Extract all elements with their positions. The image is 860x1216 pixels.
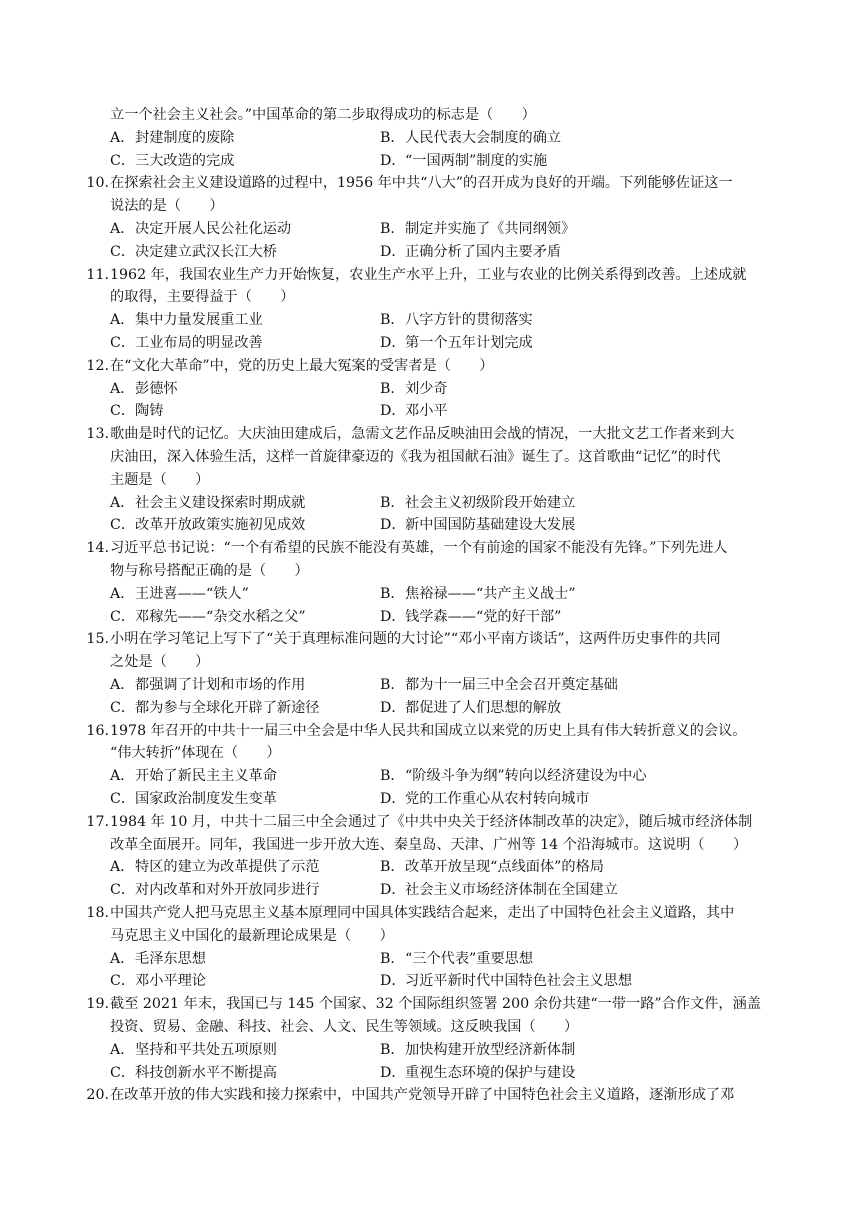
answer-option (380, 788, 589, 810)
option-letter: D． (380, 791, 406, 807)
answer-option (110, 879, 319, 901)
answer-option (110, 765, 277, 787)
option-letter: A． (110, 494, 135, 511)
option-text: 都为十一届三中全会召开奠定基础 (405, 677, 618, 693)
option-letter: A． (110, 221, 135, 237)
option-text: 对内改革和对外开放同步进行 (135, 882, 320, 899)
option-text: “阶级斗争为纲”转向以经济建设为中心 (405, 768, 647, 785)
question-stem (0, 1084, 860, 1106)
question-continuation (0, 925, 860, 947)
question-text: 主题是（ ） (110, 471, 210, 488)
question-number: 19. (86, 996, 109, 1013)
option-text: 科技创新水平不断提高 (135, 1064, 277, 1081)
question-stem (0, 423, 860, 445)
question-number: 17. (86, 813, 109, 830)
answer-option (380, 970, 632, 992)
answer-option (380, 606, 561, 628)
option-letter: A． (110, 585, 135, 602)
question-stem (0, 811, 860, 833)
option-letter: C． (110, 791, 136, 807)
option-letter: C． (110, 517, 136, 534)
option-text: 社会主义初级阶段开始建立 (405, 494, 576, 511)
answer-option (380, 697, 561, 719)
option-text: 第一个五年计划完成 (405, 335, 533, 351)
option-text: 刘少奇 (405, 380, 448, 397)
answer-option (380, 218, 575, 240)
option-letter: C． (110, 152, 136, 169)
option-row (0, 788, 860, 810)
answer-option (110, 400, 163, 422)
question-text: 在改革开放的伟大实践和接力探索中，中国共产党领导开辟了中国特色社会主义道路，逐渐形成了邓 (110, 1087, 735, 1104)
option-text: 陶铸 (135, 403, 164, 420)
option-text: 都强调了计划和市场的作用 (135, 677, 306, 693)
question-continuation (0, 560, 860, 582)
option-row (0, 765, 860, 787)
answer-option (380, 378, 448, 400)
option-letter: C． (110, 882, 136, 899)
question-number: 14. (86, 540, 109, 557)
answer-option (110, 606, 306, 628)
question-continuation (0, 195, 860, 217)
option-text: 都促进了人们思想的解放 (405, 699, 562, 716)
option-text: 正确分析了国内主要矛盾 (405, 243, 562, 260)
question-stem (0, 628, 860, 650)
question-number: 15. (86, 631, 109, 648)
question-text: 截至 2021 年末，我国已与 145 个国家、32 个国际组织签署 200 余份共建“一带一路”合作文件，涵盖 (110, 996, 761, 1013)
option-row (0, 674, 860, 696)
option-row (0, 1062, 860, 1084)
question-number: 18. (86, 905, 109, 921)
answer-option (110, 378, 178, 400)
option-letter: D． (380, 403, 406, 420)
option-letter: B． (380, 768, 405, 785)
question-stem (0, 172, 860, 194)
option-letter: B． (380, 950, 405, 967)
option-row (0, 332, 860, 354)
option-text: 重视生态环境的保护与建设 (405, 1064, 576, 1081)
option-letter: A． (110, 380, 135, 397)
option-text: 集中力量发展重工业 (135, 312, 263, 329)
option-text: 工业布局的明显改善 (135, 335, 263, 351)
answer-option (380, 583, 576, 605)
option-row (0, 1039, 860, 1061)
option-text: 加快构建开放型经济新体制 (405, 1041, 576, 1058)
question-number: 12. (86, 357, 109, 374)
option-text: 新中国国防基础建设大发展 (405, 517, 576, 534)
option-row (0, 856, 860, 878)
option-text: 都为参与全球化开辟了新途径 (135, 699, 320, 716)
option-row (0, 309, 860, 331)
option-letter: C． (110, 608, 136, 625)
answer-option (110, 492, 305, 514)
answer-option (380, 1062, 575, 1084)
option-row (0, 583, 860, 605)
answer-option (110, 674, 305, 696)
answer-option (110, 788, 277, 810)
question-text: 之处是（ ） (110, 654, 210, 671)
option-letter: B． (380, 677, 405, 693)
question-text: 庆油田，深入体验生活，这样一首旋律豪迈的《我为祖国献石油》诞生了。这首歌曲“记忆”的时代 (110, 449, 721, 465)
answer-option (110, 150, 234, 172)
question-text: 小明在学习笔记上写下了“关于真理标准问题的大讨论”“邓小平南方谈话”，这两件历史事件的共同 (110, 631, 721, 648)
question-stem (0, 264, 860, 286)
option-letter: A． (110, 1041, 135, 1058)
option-row (0, 970, 860, 992)
option-letter: C． (110, 973, 136, 990)
option-text: 邓小平理论 (135, 973, 206, 990)
answer-option (110, 1062, 277, 1084)
question-number: 11. (86, 266, 109, 283)
option-letter: A． (110, 129, 135, 146)
question-text: 在探索社会主义建设道路的过程中，1956 年中共“八大”的召开成为良好的开端。下列能够佐证这一 (110, 175, 733, 192)
option-letter: D． (380, 152, 406, 169)
question-stem (0, 993, 860, 1015)
option-letter: B． (380, 221, 405, 237)
answer-option (110, 241, 277, 263)
question-text: 的取得，主要得益于（ ） (110, 289, 295, 306)
option-letter: D． (380, 243, 406, 260)
option-text: 焦裕禄——“共产主义战士” (405, 585, 576, 602)
option-text: “一国两制”制度的实施 (405, 152, 548, 169)
option-text: “三个代表”重要思想 (405, 950, 534, 967)
question-continuation (0, 286, 860, 308)
question-number: 20. (86, 1087, 109, 1104)
question-number: 13. (86, 426, 109, 443)
question-text: 立一个社会主义社会。”中国革命的第二步取得成功的标志是（ ） (110, 107, 536, 123)
question-text: “伟大转折”体现在（ ） (110, 745, 281, 762)
option-letter: D． (380, 973, 406, 990)
option-letter: D． (380, 699, 406, 716)
option-row (0, 400, 860, 422)
option-text: 邓小平 (405, 403, 448, 420)
answer-option (110, 856, 319, 878)
option-text: 开始了新民主主义革命 (135, 768, 277, 785)
option-row (0, 218, 860, 240)
answer-option (110, 514, 305, 536)
option-letter: A． (110, 950, 135, 967)
answer-option (380, 948, 533, 970)
option-letter: B． (380, 859, 405, 876)
option-row (0, 948, 860, 970)
answer-option (110, 332, 263, 354)
question-text: 说法的是（ ） (110, 198, 224, 215)
answer-option (110, 948, 206, 970)
answer-option (110, 1039, 277, 1061)
question-stem (0, 355, 860, 377)
option-letter: A． (110, 677, 135, 693)
option-row (0, 127, 860, 149)
question-continuation (0, 104, 860, 126)
option-text: 坚持和平共处五项原则 (135, 1041, 277, 1058)
option-letter: B． (380, 380, 405, 397)
option-text: 人民代表大会制度的确立 (405, 129, 562, 146)
option-letter: A． (110, 859, 135, 876)
answer-option (380, 309, 533, 331)
question-continuation (0, 651, 860, 673)
answer-option (380, 879, 618, 901)
question-continuation (0, 742, 860, 764)
option-text: 封建制度的废除 (135, 129, 235, 146)
question-continuation (0, 834, 860, 856)
option-row (0, 879, 860, 901)
question-continuation (0, 469, 860, 491)
question-text: 中国共产党人把马克思主义基本原理同中国具体实践结合起来，走出了中国特色社会主义道路，其中 (110, 905, 735, 921)
question-text: 物与称号搭配正确的是（ ） (110, 563, 309, 579)
answer-option (110, 218, 291, 240)
option-letter: C． (110, 335, 136, 351)
question-number: 16. (86, 722, 109, 739)
option-letter: B． (380, 494, 405, 511)
option-text: 社会主义建设探索时期成就 (135, 494, 306, 511)
question-continuation (0, 446, 860, 468)
option-text: 社会主义市场经济体制在全国建立 (405, 882, 618, 899)
question-continuation (0, 1016, 860, 1038)
option-row (0, 492, 860, 514)
option-letter: C． (110, 243, 136, 260)
option-text: 特区的建立为改革提供了示范 (135, 859, 320, 876)
option-letter: B． (380, 1041, 405, 1058)
option-letter: B． (380, 585, 405, 602)
option-text: 毛泽东思想 (135, 950, 206, 967)
option-letter: A． (110, 312, 135, 329)
question-text: 在“文化大革命”中，党的历史上最大冤案的受害者是（ ） (110, 357, 494, 374)
answer-option (110, 127, 234, 149)
option-letter: D． (380, 608, 406, 625)
answer-option (380, 241, 561, 263)
option-letter: D． (380, 517, 406, 534)
option-text: 八字方针的贯彻落实 (405, 312, 533, 329)
option-row (0, 606, 860, 628)
option-row (0, 697, 860, 719)
question-text: 1984 年 10 月，中共十二届三中全会通过了《中共中央关于经济体制改革的决定》，随后城市经济体制 (110, 813, 753, 830)
option-text: 决定开展人民公社化运动 (135, 221, 292, 237)
option-letter: B． (380, 129, 405, 146)
option-letter: D． (380, 1064, 406, 1081)
option-text: 彭德怀 (135, 380, 178, 397)
option-text: 决定建立武汉长江大桥 (135, 243, 277, 260)
answer-option (380, 856, 604, 878)
question-stem (0, 902, 860, 924)
question-stem (0, 537, 860, 559)
answer-option (110, 697, 319, 719)
answer-option (380, 400, 448, 422)
answer-option (380, 127, 561, 149)
answer-option (380, 150, 547, 172)
answer-option (380, 514, 575, 536)
question-number: 10. (86, 175, 109, 192)
answer-option (110, 583, 249, 605)
question-text: 歌曲是时代的记忆。大庆油田建成后，急需文艺作品反映油田会战的情况，一大批文艺工作者来到大 (110, 426, 735, 443)
answer-option (110, 970, 206, 992)
answer-option (380, 1039, 575, 1061)
question-text: 改革全面展开。同年，我国进一步开放大连、秦皇岛、天津、广州等 14 个沿海城市。这说明（ ） (110, 836, 748, 853)
option-row (0, 378, 860, 400)
option-row (0, 150, 860, 172)
option-text: 改革开放呈现“点线面体”的格局 (405, 859, 604, 876)
option-letter: D． (380, 335, 406, 351)
option-text: 改革开放政策实施初见成效 (135, 517, 306, 534)
question-text: 马克思主义中国化的最新理论成果是（ ） (110, 927, 394, 944)
question-text: 投资、贸易、金融、科技、社会、人文、民生等领域。这反映我国（ ） (110, 1019, 579, 1035)
option-letter: A． (110, 768, 135, 785)
option-text: 制定并实施了《共同纲领》 (405, 221, 576, 237)
answer-option (110, 309, 263, 331)
answer-option (380, 674, 618, 696)
option-letter: B． (380, 312, 405, 329)
option-letter: C． (110, 403, 136, 420)
option-text: 三大改造的完成 (135, 152, 235, 169)
question-text: 1962 年，我国农业生产力开始恢复，农业生产水平上升，工业与农业的比例关系得到改善。上述成就 (110, 266, 747, 283)
answer-option (380, 332, 533, 354)
option-letter: C． (110, 1064, 136, 1081)
option-text: 习近平新时代中国特色社会主义思想 (405, 973, 633, 990)
option-row (0, 514, 860, 536)
option-letter: D． (380, 882, 406, 899)
option-text: 钱学森——“党的好干部” (405, 608, 562, 625)
option-row (0, 241, 860, 263)
answer-option (380, 492, 575, 514)
answer-option (380, 765, 647, 787)
option-text: 邓稼先——“杂交水稻之父” (135, 608, 306, 625)
question-text: 1978 年召开的中共十一届三中全会是中华人民共和国成立以来党的历史上具有伟大转折意义的会议。 (110, 722, 747, 739)
option-text: 王进喜——“铁人” (135, 585, 249, 602)
question-text: 习近平总书记说：“一个有希望的民族不能没有英雄，一个有前途的国家不能没有先锋。”下列先进人 (110, 540, 728, 557)
question-stem (0, 720, 860, 742)
option-text: 党的工作重心从农村转向城市 (405, 791, 590, 807)
option-text: 国家政治制度发生变革 (135, 791, 277, 807)
option-letter: C． (110, 699, 136, 716)
